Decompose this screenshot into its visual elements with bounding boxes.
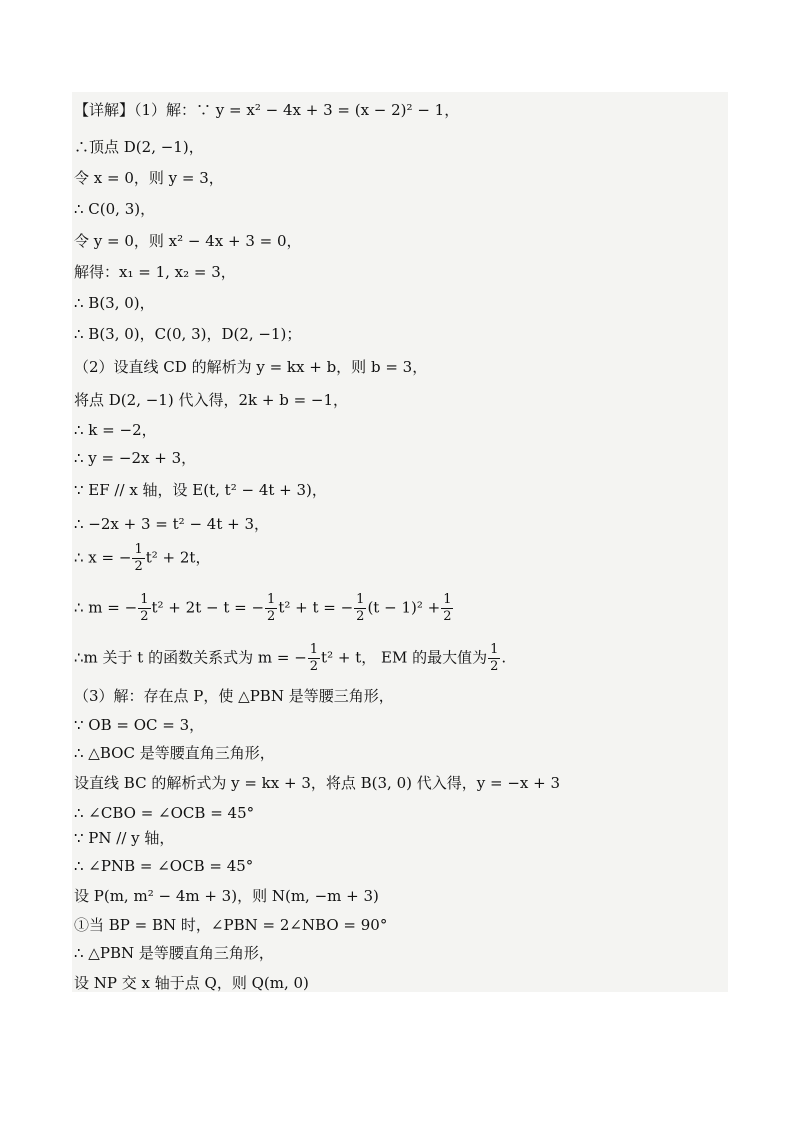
line-6: 解得：x₁ = 1, x₂ = 3， [74, 263, 236, 281]
fraction [308, 642, 320, 675]
numerator: 1 [134, 542, 143, 557]
line-10: 将点 D(2, −1) 代入得，2k + b = −1， [74, 391, 349, 409]
line-17 [74, 642, 506, 675]
line-3: 令 x = 0，则 y = 3， [74, 169, 224, 187]
fraction [132, 542, 144, 575]
line-21: 设直线 BC 的解析式为 y = kx + 3，将点 B(3, 0) 代入得，y = −x + 3 [74, 774, 561, 792]
line-17-part-a: t² + t， [321, 648, 377, 667]
line-4: ∴ C(0, 3)， [74, 200, 156, 218]
denominator: 2 [309, 659, 319, 674]
line-16 [74, 592, 454, 625]
line-25: 设 P(m, m² − 4m + 3)，则 N(m, −m + 3) [74, 887, 379, 905]
fraction [488, 642, 500, 675]
denominator: 2 [490, 659, 499, 674]
numerator: 1 [267, 592, 276, 607]
line-13: ∵ EF // x 轴，设 E(t, t² − 4t + 3)， [74, 481, 327, 499]
denominator: 2 [140, 609, 149, 624]
line-16-part-c: (t − 1)² + [367, 598, 441, 617]
line-12: ∴ y = −2x + 3， [74, 449, 197, 467]
numerator: 1 [140, 592, 149, 607]
line-16-part-b: t² + t = − [278, 598, 354, 617]
numerator: 1 [309, 642, 319, 657]
line-17-part-c: . [501, 648, 507, 667]
denominator: 2 [134, 559, 143, 574]
denominator: 2 [443, 609, 452, 624]
line-8: ∴ B(3, 0)，C(0, 3)，D(2, −1)； [74, 325, 302, 343]
line-16-part-a: t² + 2t − t = − [151, 598, 265, 617]
line-18: （3）解：存在点 P，使 △PBN 是等腰三角形， [74, 687, 394, 705]
line-27: ∴ △PBN 是等腰直角三角形， [74, 944, 274, 962]
line-2: ∴顶点 D(2, −1)， [74, 138, 204, 156]
line-15-tail: t² + 2t， [145, 548, 211, 567]
line-9: （2）设直线 CD 的解析为 y = kx + b，则 b = 3， [74, 358, 428, 376]
denominator: 2 [356, 609, 365, 624]
line-17-part-b: EM 的最大值为 [381, 648, 488, 667]
fraction [138, 592, 150, 625]
denominator: 2 [267, 609, 276, 624]
fraction [354, 592, 366, 625]
line-15 [74, 542, 210, 575]
line-23: ∵ PN // y 轴， [74, 829, 175, 847]
line-7: ∴ B(3, 0)， [74, 294, 155, 312]
line-17-head: ∴m 关于 t 的函数关系式为 m = − [74, 648, 307, 667]
line-14: ∴ −2x + 3 = t² − 4t + 3， [74, 515, 270, 533]
numerator: 1 [356, 592, 365, 607]
line-1: 【详解】（1）解：∵ y = x² − 4x + 3 = (x − 2)² − 1， [74, 101, 460, 119]
fraction [441, 592, 453, 625]
line-26: ①当 BP = BN 时，∠PBN = 2∠NBO = 90° [74, 916, 388, 934]
numerator: 1 [443, 592, 452, 607]
line-11: ∴ k = −2， [74, 421, 157, 439]
line-5: 令 y = 0，则 x² − 4x + 3 = 0， [74, 232, 302, 250]
line-22: ∴ ∠CBO = ∠OCB = 45° [74, 804, 255, 822]
line-28: 设 NP 交 x 轴于点 Q，则 Q(m, 0) [74, 974, 309, 992]
line-24: ∴ ∠PNB = ∠OCB = 45° [74, 857, 254, 875]
line-19: ∵ OB = OC = 3， [74, 716, 205, 734]
line-20: ∴ △BOC 是等腰直角三角形， [74, 744, 275, 762]
fraction [265, 592, 277, 625]
line-16-head: ∴ m = − [74, 598, 138, 617]
line-15-head: ∴ x = − [74, 548, 132, 567]
numerator: 1 [490, 642, 499, 657]
